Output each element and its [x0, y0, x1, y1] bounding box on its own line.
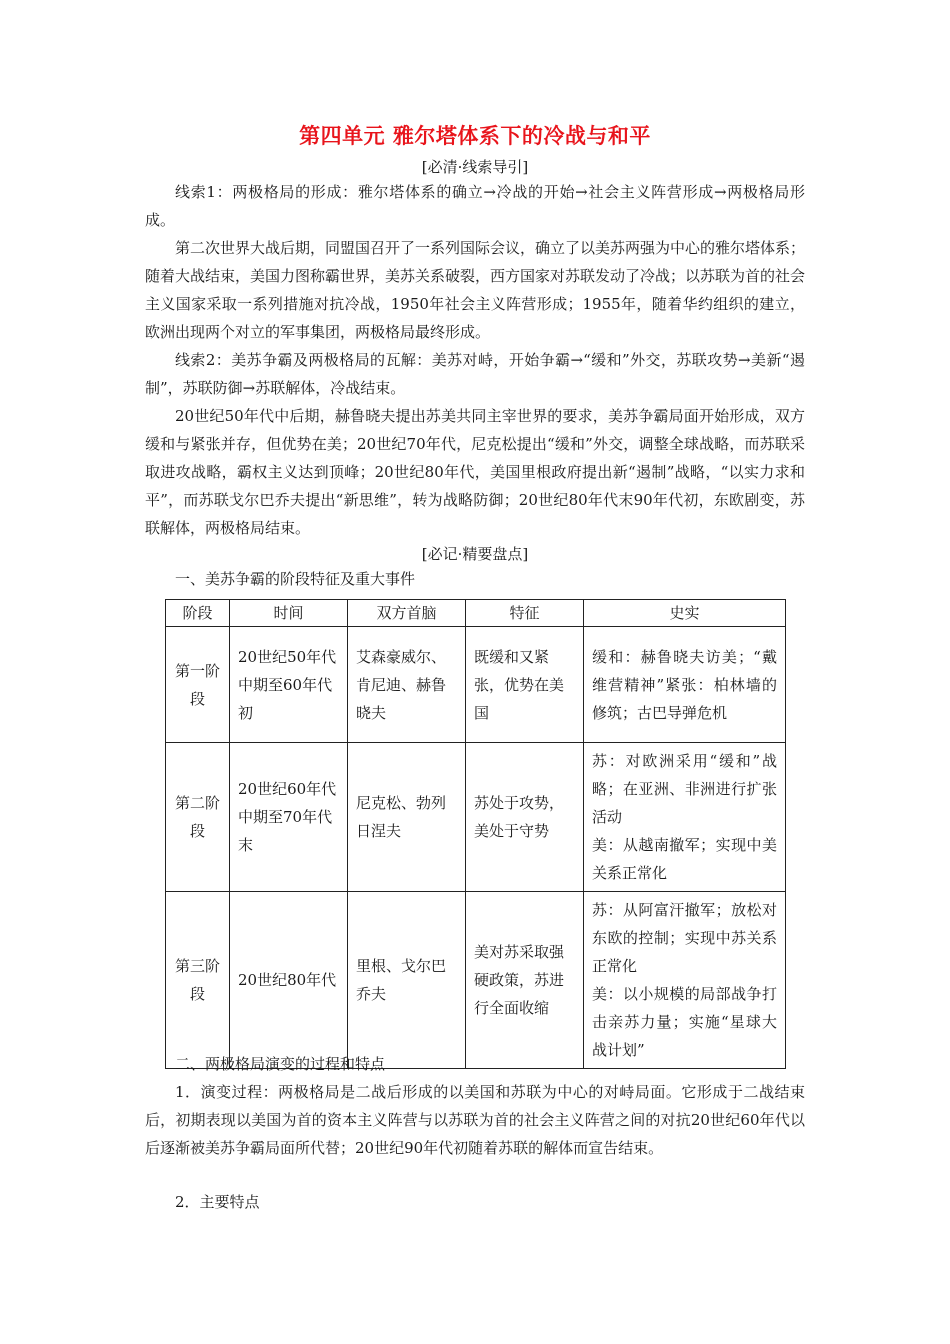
header-time: 时间 [230, 600, 348, 627]
rivalry-stages-table [165, 599, 786, 1069]
cell-facts [584, 892, 786, 1069]
part-2-title: 二、两极格局演变的过程和特点 [175, 1055, 386, 1073]
header-stage: 阶段 [166, 600, 230, 627]
clue-2-detail: 20世纪50年代中后期，赫鲁晓夫提出苏美共同主宰世界的要求，美苏争霸局面开始形成，双方缓和与紧张并存，但优势在美；20世纪70年代，尼克松提出“缓和”外交，调整全球战略，而苏联采取进攻战略，霸权主义达到顶峰；20世纪80年代，美国里根政府提出新“遏制”战略，“以实力求和平”，而苏联戈尔巴乔夫提出“新思维”，转为战略防御；20世纪80年代末90年代初，东欧剧变，苏联解体，两极格局结束。 [145, 407, 805, 537]
part-2-item-2: 2．主要特点 [175, 1193, 260, 1211]
cell-feature: 美对苏采取强硬政策，苏进行全面收缩 [466, 892, 584, 1069]
table-row [166, 743, 786, 892]
part-1-title: 一、美苏争霸的阶段特征及重大事件 [175, 570, 416, 588]
cell-leaders: 艾森豪威尔、肯尼迪、赫鲁晓夫 [348, 627, 466, 743]
header-facts: 史实 [584, 600, 786, 627]
cell-facts [584, 743, 786, 892]
clue-1: 线索1：两极格局的形成：雅尔塔体系的确立→冷战的开始→社会主义阵营形成→两极格局形成。 [145, 183, 805, 229]
cell-time: 20世纪50年代中期至60年代初 [230, 627, 348, 743]
clue-1-detail: 第二次世界大战后期，同盟国召开了一系列国际会议，确立了以美苏两强为中心的雅尔塔体系；随着大战结束，美国力图称霸世界，美苏关系破裂，西方国家对苏联发动了冷战；以苏联为首的社会主义国家采取一系列措施对抗冷战，1950年社会主义阵营形成；1955年，随着华约组织的建立，欧洲出现两个对立的军事集团，两极格局最终形成。 [145, 239, 806, 341]
cell-facts [584, 627, 786, 743]
cell-stage: 第三阶段 [166, 892, 230, 1069]
table-row [166, 892, 786, 1069]
fact-line: 美：以小规模的局部战争打击亲苏力量；实施“星球大战计划” [592, 985, 777, 1059]
cell-feature: 苏处于攻势，美处于守势 [466, 743, 584, 892]
fact-line: 苏：对欧洲采用“缓和”战略；在亚洲、非洲进行扩张活动 [592, 752, 777, 826]
cell-leaders: 尼克松、勃列日涅夫 [348, 743, 466, 892]
page-title: 第四单元 雅尔塔体系下的冷战与和平 [299, 124, 651, 148]
header-feature: 特征 [466, 600, 584, 627]
table-header-row [166, 600, 786, 627]
cell-stage: 第二阶段 [166, 743, 230, 892]
fact-line: 缓和：赫鲁晓夫访美；“戴维营精神”紧张：柏林墙的修筑；古巴导弹危机 [592, 647, 777, 722]
table-row [166, 627, 786, 743]
cell-time: 20世纪60年代中期至70年代末 [230, 743, 348, 892]
section-header-key-points: [必记·精要盘点] [421, 545, 529, 563]
fact-line: 苏：从阿富汗撤军；放松对东欧的控制；实现中苏关系正常化 [592, 901, 777, 975]
clue-2: 线索2：美苏争霸及两极格局的瓦解：美苏对峙，开始争霸→“缓和”外交，苏联攻势→美新“遏制”，苏联防御→苏联解体，冷战结束。 [145, 351, 805, 397]
part-2-item-1: 1．演变过程：两极格局是二战后形成的以美国和苏联为中心的对峙局面。它形成于二战结束后，初期表现以美国为首的资本主义阵营与以苏联为首的社会主义阵营之间的对抗20世纪60年代以后逐渐被美苏争霸局面所代替；20世纪90年代初随着苏联的解体而宣告结束。 [145, 1083, 805, 1157]
cell-stage: 第一阶段 [166, 627, 230, 743]
cell-time: 20世纪80年代 [230, 892, 348, 1069]
fact-line: 美：从越南撤军；实现中美关系正常化 [592, 836, 777, 882]
cell-leaders: 里根、戈尔巴乔夫 [348, 892, 466, 1069]
header-leaders: 双方首脑 [348, 600, 466, 627]
cell-feature: 既缓和又紧张，优势在美国 [466, 627, 584, 743]
section-header-clues: [必清·线索导引] [421, 158, 529, 176]
